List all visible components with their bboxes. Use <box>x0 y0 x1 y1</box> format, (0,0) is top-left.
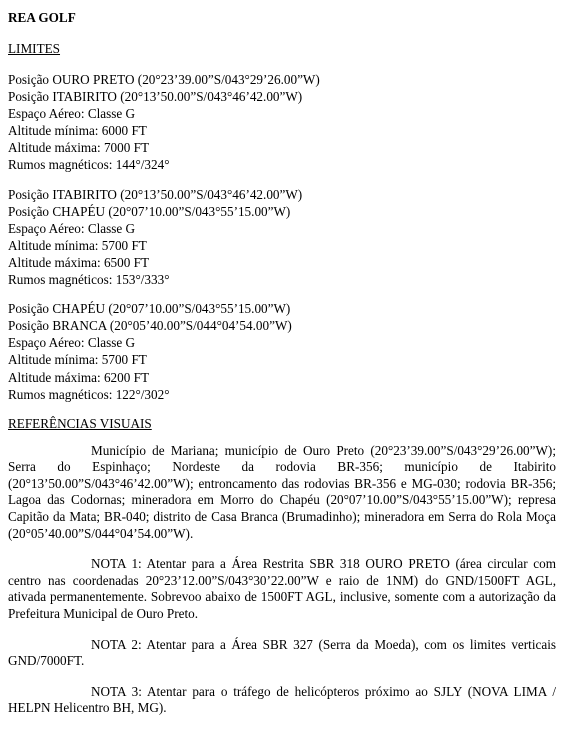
limit-line: Altitude máxima: 6200 FT <box>8 369 150 385</box>
limits-group-1 <box>8 71 556 174</box>
limit-line: Posição ITABIRITO (20°13’50.00”S/043°46’42.00”W) <box>8 186 303 202</box>
note-3: NOTA 3: Atentar para o tráfego de helicópteros próximo ao SJLY (NOVA LIMA / HELPN Helicentro BH, MG). <box>8 683 556 716</box>
document-title: REA GOLF <box>8 10 76 25</box>
limit-line: Posição CHAPÉU (20°07’10.00”S/043°55’15.00”W) <box>8 203 291 219</box>
limits-group-3 <box>8 300 556 403</box>
limit-line: Espaço Aéreo: Classe G <box>8 335 136 351</box>
limit-line: Altitude mínima: 6000 FT <box>8 123 147 139</box>
limit-line: Rumos magnéticos: 144°/324° <box>8 157 170 173</box>
limit-line: Altitude mínima: 5700 FT <box>8 237 147 253</box>
limit-line: Posição BRANCA (20°05’40.00”S/044°04’54.00”W) <box>8 318 292 334</box>
limit-line: Espaço Aéreo: Classe G <box>8 220 136 236</box>
note-1: NOTA 1: Atentar para a Área Restrita SBR 318 OURO PRETO (área circular com centro nas coordenadas 20°23’12.00”S/043°30’22.00”W e raio de 1NM) do GND/1500FT AGL, ativada permanentemente. Sobrevoo abaixo de 1500FT AGL, inclusive, somente com a autorização da Prefeitura Municipal de Ouro Preto. <box>8 556 556 622</box>
limits-heading: LIMITES <box>8 41 61 56</box>
visual-references-paragraph: Município de Mariana; município de Ouro Preto (20°23’39.00”S/043°29’26.00”W); Serra do Espinhaço; Nordeste da rodovia BR-356; município de Itabirito (20°13’50.00”S/043°46’42.00”W); entroncamento das rodovias BR-356 e MG-030; rodovia BR-356; Lagoa das Codornas; mineradora em Morro do Chapéu (20°07’10.00”S/043°55’15.00”W); represa Capitão da Mata; BR-040; distrito de Casa Branca (Brumadinho); mineradora em Serra do Rola Moça (20°05’40.00”S/044°04’54.00”W). <box>8 442 556 541</box>
limit-line: Espaço Aéreo: Classe G <box>8 106 136 122</box>
limit-line: Altitude mínima: 5700 FT <box>8 352 147 368</box>
limit-line: Posição CHAPÉU (20°07’10.00”S/043°55’15.00”W) <box>8 301 291 317</box>
limit-line: Altitude máxima: 6500 FT <box>8 254 150 270</box>
limit-line: Posição ITABIRITO (20°13’50.00”S/043°46’42.00”W) <box>8 89 303 105</box>
visual-references-heading: REFERÊNCIAS VISUAIS <box>8 415 152 431</box>
limit-line: Posição OURO PRETO (20°23’39.00”S/043°29’26.00”W) <box>8 72 320 87</box>
limit-line: Rumos magnéticos: 122°/302° <box>8 386 170 402</box>
document-page <box>8 9 556 717</box>
note-2: NOTA 2: Atentar para a Área SBR 327 (Serra da Moeda), com os limites verticais GND/7000FT. <box>8 636 556 669</box>
limit-line: Altitude máxima: 7000 FT <box>8 140 150 156</box>
limit-line: Rumos magnéticos: 153°/333° <box>8 272 170 288</box>
limits-group-2 <box>8 186 556 289</box>
